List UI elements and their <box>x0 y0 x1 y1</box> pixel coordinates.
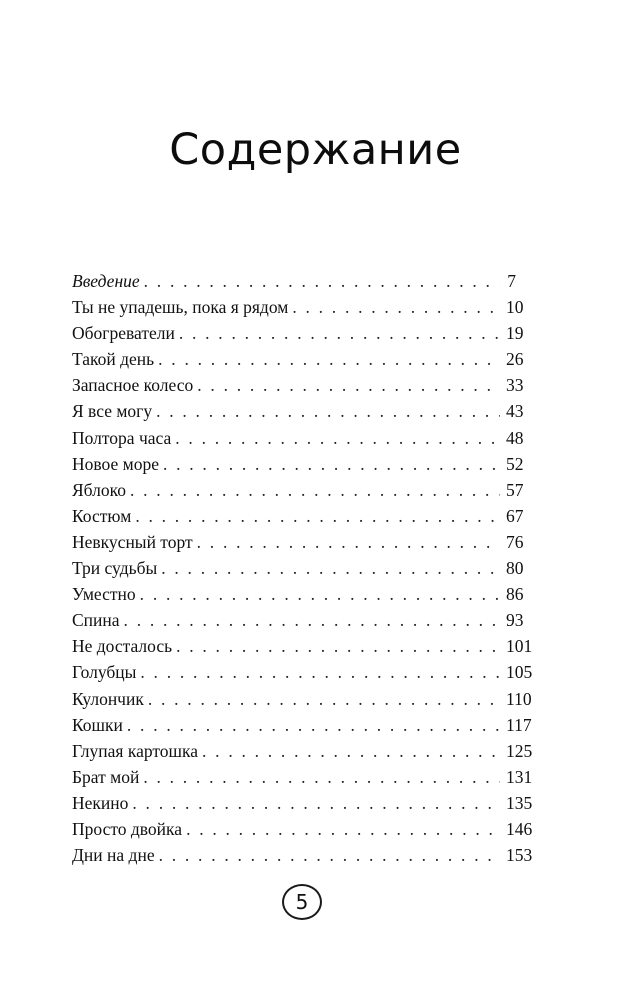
toc-entry-title: Кошки <box>72 714 123 735</box>
toc-entry-title: Запасное колесо <box>72 375 194 396</box>
toc-entry <box>72 607 524 633</box>
dot-leader <box>186 816 500 842</box>
toc-entry-title: Некино <box>72 792 129 813</box>
toc-entry-title: Дни на дне <box>72 845 155 866</box>
toc-entry <box>72 738 533 764</box>
toc-entry <box>72 346 524 372</box>
toc-entry <box>72 503 524 529</box>
toc-entry-title: Такой день <box>72 349 155 370</box>
dot-leader <box>175 425 500 451</box>
toc-entry-page: 48 <box>506 427 524 448</box>
toc-entry-title: Костюм <box>72 505 132 526</box>
toc-entry-page: 125 <box>506 740 533 761</box>
toc-entry-page: 52 <box>506 453 524 474</box>
toc-entry-page: 117 <box>506 714 532 735</box>
dot-leader <box>197 529 500 555</box>
toc-entry-page: 153 <box>506 845 533 866</box>
toc-entry <box>72 477 524 503</box>
dot-leader <box>140 581 500 607</box>
toc-entry <box>72 816 533 842</box>
dot-leader <box>292 294 500 320</box>
page-number: 5 <box>282 884 322 920</box>
toc-entry-title: Яблоко <box>72 479 126 500</box>
toc-entry-title: Уместно <box>72 584 136 605</box>
toc-entry <box>72 764 533 790</box>
toc-entry-page: 33 <box>506 375 524 396</box>
dot-leader <box>124 607 500 633</box>
toc-entry <box>72 842 533 868</box>
toc-entry <box>72 398 524 424</box>
toc-entry-title: Просто двойка <box>72 818 183 839</box>
toc-entry-page: 57 <box>506 479 524 500</box>
toc-entry-page: 76 <box>506 531 524 552</box>
toc-entry-page: 110 <box>506 688 532 709</box>
toc-entry <box>72 268 516 294</box>
dot-leader <box>197 372 500 398</box>
toc-entry <box>72 529 524 555</box>
toc-entry <box>72 790 533 816</box>
dot-leader <box>135 503 500 529</box>
dot-leader <box>163 451 500 477</box>
toc-entry-page: 101 <box>506 636 533 657</box>
toc-entry-page: 10 <box>506 297 524 318</box>
dot-leader <box>158 346 500 372</box>
dot-leader <box>130 477 500 503</box>
toc-entry-page: 93 <box>506 610 524 631</box>
toc-entry-page: 131 <box>506 766 533 787</box>
toc-entry <box>72 555 524 581</box>
toc-entry-page: 86 <box>506 584 524 605</box>
dot-leader <box>144 268 500 294</box>
toc-entry-title: Брат мой <box>72 766 140 787</box>
toc-entry-title: Новое море <box>72 453 159 474</box>
toc-entry-title: Невкусный торт <box>72 531 193 552</box>
toc-entry-page: 26 <box>506 349 524 370</box>
dot-leader <box>127 712 500 738</box>
toc-entry-title: Полтора часа <box>72 427 172 448</box>
toc-entry-title: Ты не упадешь, пока я рядом <box>72 297 289 318</box>
table-of-contents <box>72 268 533 868</box>
toc-entry <box>72 659 533 685</box>
toc-entry-title: Кулончик <box>72 688 144 709</box>
toc-entry-page: 43 <box>506 401 524 422</box>
toc-entry-title: Обогреватели <box>72 323 175 344</box>
toc-entry-page: 19 <box>506 323 524 344</box>
dot-leader <box>179 320 500 346</box>
dot-leader <box>176 633 500 659</box>
toc-entry-title: Введение <box>72 271 140 291</box>
toc-entry <box>72 581 524 607</box>
dot-leader <box>143 764 500 790</box>
page-title: Содержание <box>169 124 462 175</box>
toc-entry-page: 135 <box>506 792 533 813</box>
toc-entry-page: 7 <box>507 271 516 291</box>
toc-entry <box>72 372 524 398</box>
toc-entry-title: Три судьбы <box>72 558 158 579</box>
toc-entry-title: Спина <box>72 610 120 631</box>
toc-entry <box>72 320 524 346</box>
toc-entry <box>72 451 524 477</box>
toc-entry-title: Глупая картошка <box>72 740 199 761</box>
toc-entry-page: 67 <box>506 505 524 526</box>
toc-entry <box>72 425 524 451</box>
toc-entry <box>72 686 532 712</box>
dot-leader <box>148 686 500 712</box>
dot-leader <box>159 842 500 868</box>
dot-leader <box>202 738 500 764</box>
toc-entry-title: Не досталось <box>72 636 173 657</box>
dot-leader <box>156 398 500 424</box>
toc-entry-title: Я все могу <box>72 401 153 422</box>
dot-leader <box>140 659 500 685</box>
toc-entry <box>72 633 533 659</box>
toc-entry-page: 146 <box>506 818 533 839</box>
toc-entry <box>72 294 524 320</box>
toc-entry-title: Голубцы <box>72 662 137 683</box>
toc-entry-page: 80 <box>506 558 524 579</box>
dot-leader <box>132 790 500 816</box>
dot-leader <box>161 555 500 581</box>
toc-entry-page: 105 <box>506 662 533 683</box>
toc-entry <box>72 712 532 738</box>
